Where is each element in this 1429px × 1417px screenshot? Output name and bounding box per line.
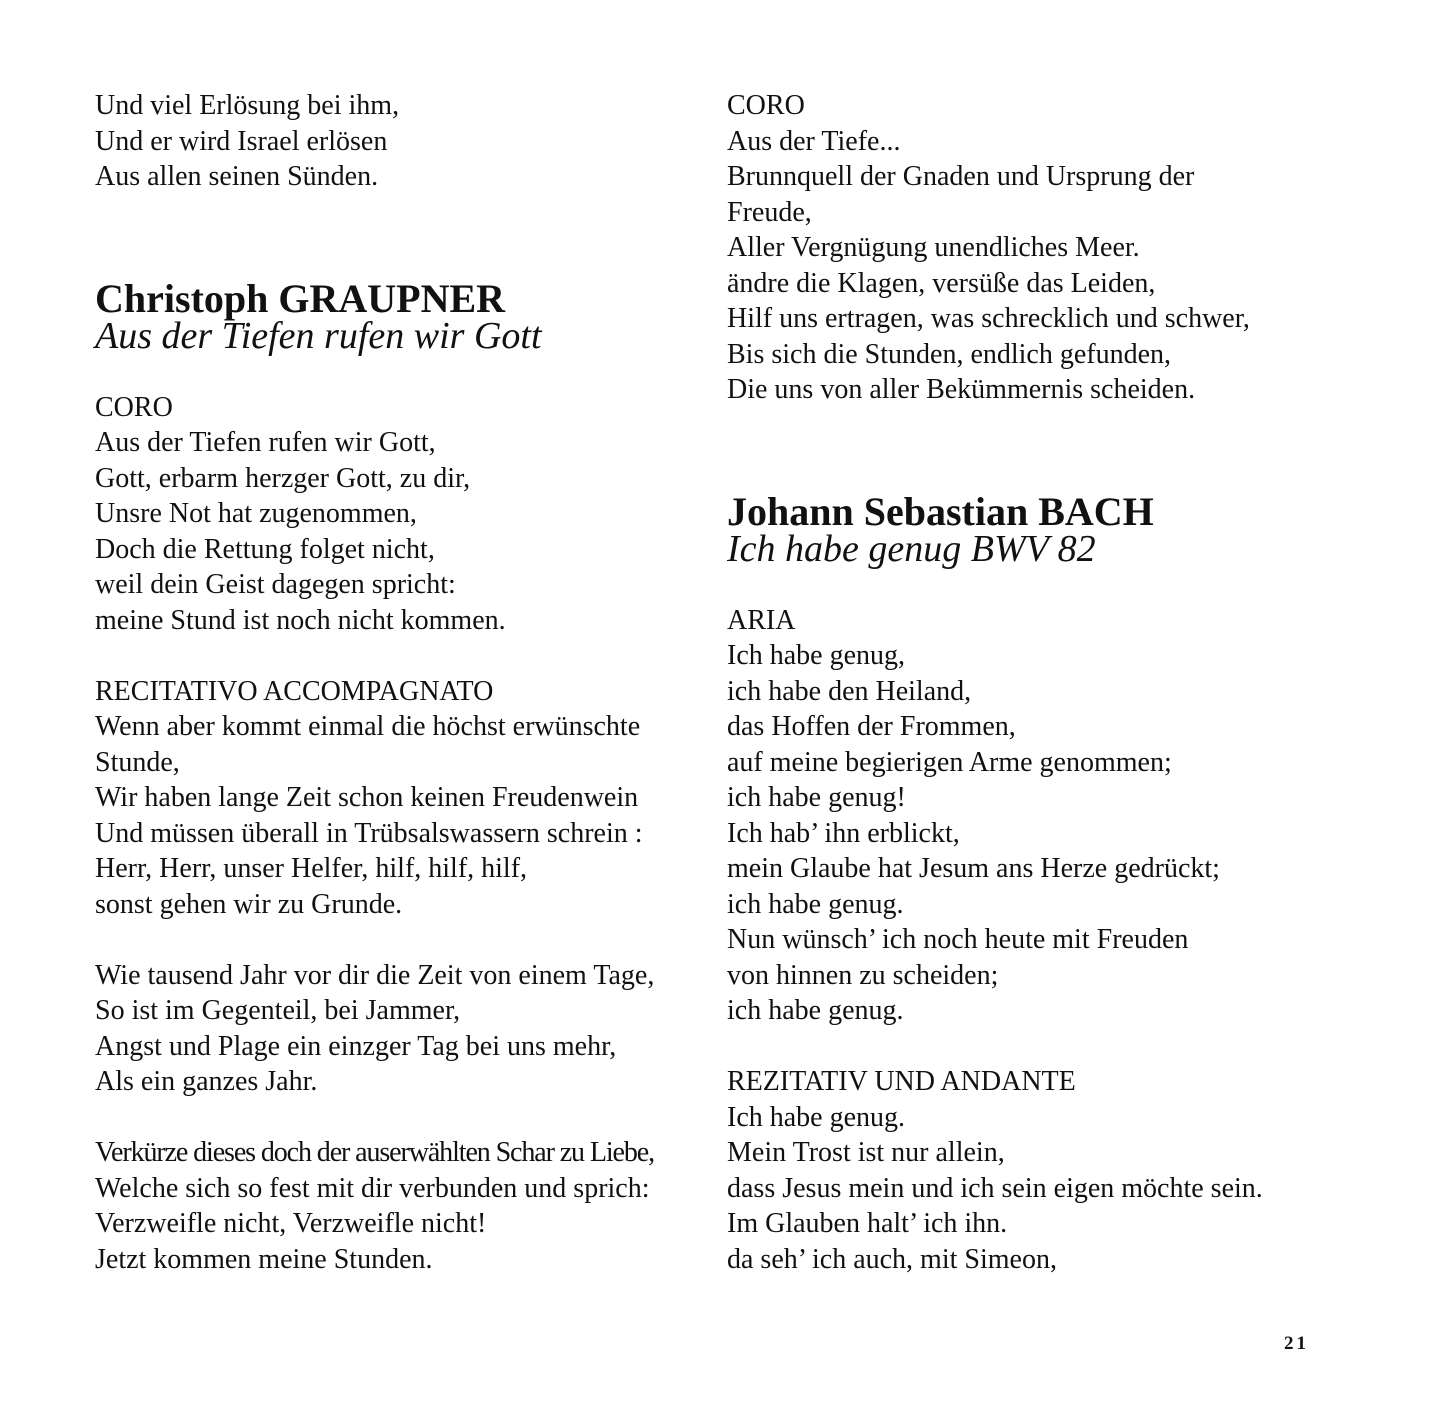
text-line: Wir haben lange Zeit schon keinen Freudenwein bbox=[95, 782, 639, 813]
text-line: Mein Trost ist nur allein, bbox=[727, 1137, 1005, 1168]
text-line: Ich habe genug. bbox=[727, 1101, 906, 1133]
text-line: Gott, erbarm herzger Gott, zu dir, bbox=[95, 462, 471, 494]
bach-aria bbox=[727, 603, 1347, 1029]
spacer bbox=[95, 638, 695, 674]
text-line: weil dein Geist dagegen spricht: bbox=[95, 569, 456, 600]
spacer bbox=[95, 1100, 695, 1136]
text-line: Aus allen seinen Sünden. bbox=[95, 161, 379, 192]
spacer bbox=[727, 1029, 1347, 1065]
text-line: ich habe genug! bbox=[727, 782, 906, 813]
text-line: Herr, Herr, unser Helfer, hilf, hilf, hilf, bbox=[95, 853, 528, 884]
spacer bbox=[95, 922, 695, 958]
text-line: das Hoffen der Frommen, bbox=[727, 711, 1016, 742]
text-line: Unsre Not hat zugenommen, bbox=[95, 498, 417, 529]
text-line: Nun wünsch’ ich noch heute mit Freuden bbox=[727, 924, 1189, 955]
text-line: ich habe genug. bbox=[727, 995, 904, 1026]
spacer bbox=[95, 195, 695, 266]
composer-name: Johann Sebastian BACH bbox=[727, 488, 1154, 534]
intro-stanza bbox=[95, 88, 695, 195]
text-line: Brunnquell der Gnaden und Ursprung der bbox=[727, 161, 1195, 192]
text-line: Angst und Plage ein einzger Tag bei uns mehr, bbox=[95, 1030, 617, 1062]
graupner-heading bbox=[95, 275, 695, 357]
text-line: ich habe den Heiland, bbox=[727, 675, 972, 707]
section-label: REZITATIV UND ANDANTE bbox=[727, 1066, 1076, 1097]
text-line: Die uns von aller Bekümmernis scheiden. bbox=[727, 374, 1196, 405]
text-line: da seh’ ich auch, mit Simeon, bbox=[727, 1243, 1057, 1275]
text-line: Jetzt kommen meine Stunden. bbox=[95, 1243, 433, 1275]
text-line: von hinnen zu scheiden; bbox=[727, 959, 999, 991]
text-line: Verkürze dieses doch der auserwählten Schar zu Liebe, bbox=[95, 1137, 654, 1168]
left-column bbox=[95, 88, 695, 1277]
text-line: Doch die Rettung folget nicht, bbox=[95, 533, 435, 565]
text-line: Welche sich so fest mit dir verbunden und sprich: bbox=[95, 1172, 650, 1204]
right-column bbox=[727, 88, 1347, 1277]
text-line: sonst gehen wir zu Grunde. bbox=[95, 888, 403, 920]
section-label: ARIA bbox=[727, 604, 796, 636]
text-line: Ich habe genug, bbox=[727, 640, 906, 671]
text-line: ändre die Klagen, versüße das Leiden, bbox=[727, 267, 1156, 299]
text-line: Bis sich die Stunden, endlich gefunden, bbox=[727, 338, 1172, 370]
page-number: 21 bbox=[1284, 1333, 1309, 1354]
text-line: Hilf uns ertragen, was schrecklich und schwer, bbox=[727, 303, 1250, 334]
work-title: Ich habe genug BWV 82 bbox=[727, 527, 1096, 570]
text-line: Aus der Tiefen rufen wir Gott, bbox=[95, 427, 436, 458]
text-line: Als ein ganzes Jahr. bbox=[95, 1066, 318, 1097]
text-line: Im Glauben halt’ ich ihn. bbox=[727, 1208, 1008, 1239]
text-line: Und er wird Israel erlösen bbox=[95, 125, 388, 157]
bach-heading bbox=[727, 488, 1347, 570]
text-line: auf meine begierigen Arme genommen; bbox=[727, 746, 1172, 778]
composer-name: Christoph GRAUPNER bbox=[95, 275, 506, 321]
work-title: Aus der Tiefen rufen wir Gott bbox=[95, 314, 542, 357]
coro-continued bbox=[727, 88, 1347, 408]
section-label: CORO bbox=[95, 391, 173, 423]
text-line: So ist im Gegenteil, bei Jammer, bbox=[95, 995, 461, 1026]
text-line: Aller Vergnügung unendliches Meer. bbox=[727, 232, 1140, 263]
text-line: Wie tausend Jahr vor dir die Zeit von einem Tage, bbox=[95, 959, 655, 991]
section-label: CORO bbox=[727, 90, 805, 121]
text-line: Wenn aber kommt einmal die höchst erwünschte bbox=[95, 711, 641, 742]
text-line: Verzweifle nicht, Verzweifle nicht! bbox=[95, 1208, 487, 1239]
graupner-coro bbox=[95, 390, 695, 639]
text-line: Aus der Tiefe... bbox=[727, 125, 901, 157]
graupner-recitativo bbox=[95, 674, 695, 1278]
text-line: ich habe genug. bbox=[727, 888, 904, 920]
text-line: meine Stund ist noch nicht kommen. bbox=[95, 604, 506, 636]
text-line: Ich hab’ ihn erblickt, bbox=[727, 817, 960, 849]
text-line: Und müssen überall in Trübsalswassern schrein : bbox=[95, 817, 643, 849]
text-line: Und viel Erlösung bei ihm, bbox=[95, 90, 400, 121]
text-line: mein Glaube hat Jesum ans Herze gedrückt; bbox=[727, 853, 1220, 884]
text-line: Stunde, bbox=[95, 746, 180, 778]
text-line: dass Jesus mein und ich sein eigen möchte sein. bbox=[727, 1172, 1263, 1204]
spacer bbox=[727, 408, 1347, 479]
bach-rezitativ bbox=[727, 1064, 1347, 1277]
section-label: RECITATIVO ACCOMPAGNATO bbox=[95, 675, 494, 707]
text-line: Freude, bbox=[727, 196, 812, 228]
